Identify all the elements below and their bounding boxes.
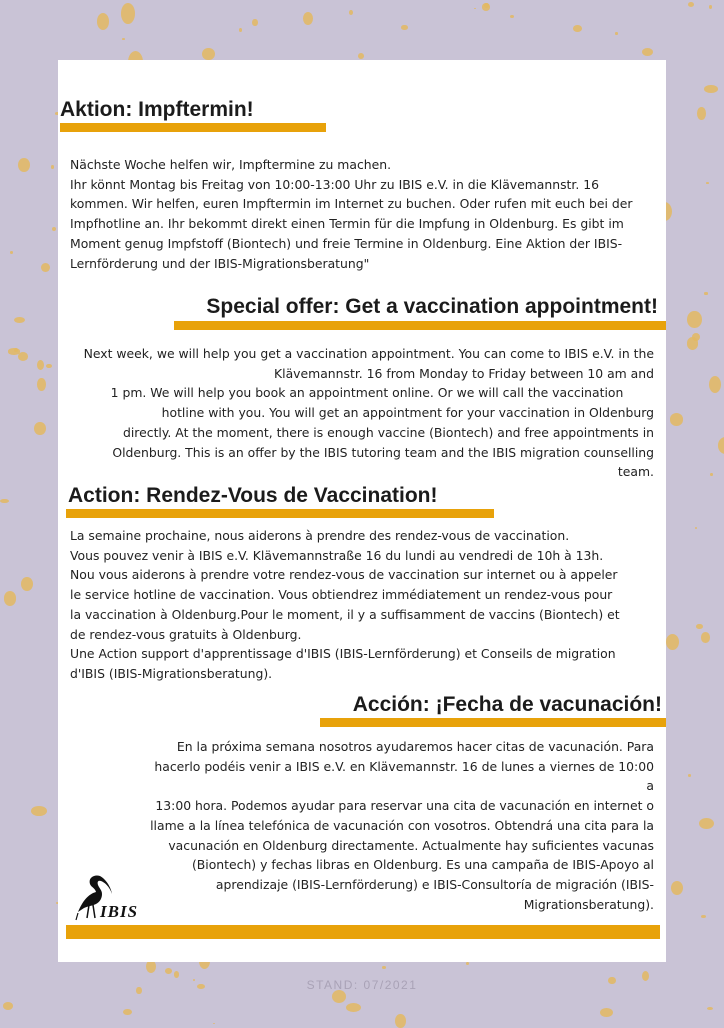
speckle xyxy=(332,990,346,1003)
speckle xyxy=(18,352,28,360)
paragraph-german xyxy=(70,155,660,273)
speckle xyxy=(699,818,714,829)
speckle xyxy=(303,12,313,25)
speckle xyxy=(615,32,617,35)
speckle xyxy=(0,499,8,503)
speckle xyxy=(165,968,172,974)
text-line: aprendizaje (IBIS-Lernförderung) e IBIS-Consultoría de migración (IBIS- xyxy=(215,876,654,892)
speckle xyxy=(718,437,724,454)
text-line: Lernförderung und der IBIS-Migrationsberatung" xyxy=(70,255,370,271)
heading-underline-french xyxy=(66,509,494,518)
speckle xyxy=(687,337,699,350)
speckle xyxy=(349,10,353,16)
footer-accent-bar xyxy=(66,925,660,939)
speckle xyxy=(18,158,30,172)
speckle xyxy=(51,165,54,169)
speckle xyxy=(706,182,710,184)
speckle xyxy=(696,624,703,630)
speckle xyxy=(37,360,44,370)
text-line: directly. At the moment, there is enough vaccine (Biontech) and free appointments in xyxy=(123,424,654,440)
text-line: (Biontech) y fechas libras en Oldenburg. Es una campaña de IBIS-Apoyo al xyxy=(191,857,654,873)
speckle xyxy=(697,107,706,119)
heading-english: Special offer: Get a vaccination appointment! xyxy=(206,295,658,318)
heading-underline-german xyxy=(60,123,326,132)
speckle xyxy=(510,15,514,18)
paragraph-french xyxy=(70,526,660,684)
speckle xyxy=(46,364,51,368)
paragraph-spanish xyxy=(150,737,654,914)
text-line: Vous pouvez venir à IBIS e.V. Klävemannstraße 16 du lundi au vendredi de 10h à 13h. xyxy=(70,547,604,563)
text-line: Migrationsberatung). xyxy=(523,896,654,912)
speckle xyxy=(21,577,33,591)
text-line: 1 pm. We will help you book an appointment online. Or we will call the vaccination xyxy=(110,385,624,401)
speckle xyxy=(474,8,476,10)
text-line: hacerlo podéis venir a IBIS e.V. en Klävemannstr. 16 de lunes a viernes de 10:00 a xyxy=(154,758,654,794)
speckle xyxy=(701,915,706,919)
speckle xyxy=(687,311,701,328)
text-line: 13:00 hora. Podemos ayudar para reservar una cita de vacunación en internet o xyxy=(155,798,654,814)
text-line: Impfhotline an. Ihr bekommt direkt einen Termin für die Impfung in Oldenburg. Es gibt im xyxy=(70,216,624,232)
speckle xyxy=(642,48,653,56)
speckle xyxy=(573,25,582,32)
speckle xyxy=(688,2,694,7)
speckle xyxy=(709,5,712,9)
speckle xyxy=(688,774,691,777)
text-line: Next week, we will help you get a vaccination appointment. You can come to IBIS e.V. in the xyxy=(83,346,654,361)
speckle xyxy=(252,19,258,27)
text-line: d'IBIS (IBIS-Migrationsberatung). xyxy=(70,665,273,681)
speckle xyxy=(34,422,46,435)
text-line: llame a la línea telefónica de vacunación con vosotros. Obtendrá una cita para la xyxy=(150,817,654,833)
speckle xyxy=(346,1003,361,1012)
text-line: vacunación en Oldenburg directamente. Actualmente hay suficientes vacunas xyxy=(168,837,654,853)
ibis-logo xyxy=(74,872,148,924)
text-line: Klävemannstr. 16 from Monday to Friday between 10 am and xyxy=(274,365,654,381)
speckle xyxy=(695,527,697,529)
speckle xyxy=(10,251,14,254)
speckle xyxy=(701,632,710,643)
speckle xyxy=(358,53,364,59)
text-line: Nou vous aiderons à prendre votre rendez-vous de vaccination sur internet ou à appeler xyxy=(70,567,618,583)
speckle xyxy=(41,263,50,272)
text-line: le service hotline de vaccination. Vous obtiendrez immédiatement un rendez-vous pour xyxy=(70,587,613,603)
text-line: Une Action support d'apprentissage d'IBIS (IBIS-Lernförderung) et Conseils de migration xyxy=(70,646,616,662)
heading-spanish: Acción: ¡Fecha de vacunación! xyxy=(352,693,662,716)
text-line: de rendez-vous gratuits à Oldenburg. xyxy=(70,626,302,642)
speckle xyxy=(31,806,47,816)
speckle xyxy=(600,1008,613,1017)
logo-text: IBIS xyxy=(100,902,139,921)
stand-date: STAND: 07/2021 xyxy=(306,978,418,992)
text-line: la vaccination à Oldenburg.Pour le moment, il y a suffisamment de vaccins (Biontech) et xyxy=(70,606,620,622)
text-line: hotline with you. You will get an appointment for your vaccination in Oldenburg xyxy=(161,405,654,421)
speckle xyxy=(671,881,683,895)
speckle xyxy=(704,85,718,93)
speckle xyxy=(710,473,712,476)
heading-german: Aktion: Impftermin! xyxy=(60,98,254,121)
speckle xyxy=(122,38,125,40)
text-line: En la próxima semana nosotros ayudaremos hacer citas de vacunación. Para xyxy=(176,739,654,754)
speckle xyxy=(466,962,469,966)
heading-underline-spanish xyxy=(320,718,666,727)
heading-french: Action: Rendez-Vous de Vaccination! xyxy=(68,484,438,507)
speckle xyxy=(382,966,385,969)
speckle xyxy=(97,13,109,30)
text-line: La semaine prochaine, nous aiderons à prendre des rendez-vous de vaccination. xyxy=(70,528,570,543)
text-line: Nächste Woche helfen wir, Impftermine zu machen. xyxy=(70,157,392,172)
text-line: team. xyxy=(617,464,654,480)
speckle xyxy=(395,1014,406,1028)
speckle xyxy=(709,376,721,393)
speckle xyxy=(666,634,679,650)
speckle xyxy=(707,1007,713,1010)
speckle xyxy=(401,25,408,31)
speckle xyxy=(37,378,46,391)
text-line: Moment genug Impfstoff (Biontech) und freie Termine in Oldenburg. Eine Aktion der IBIS- xyxy=(70,235,623,251)
speckle xyxy=(123,1009,131,1015)
paragraph-english xyxy=(80,344,654,482)
speckle xyxy=(3,1002,14,1010)
heading-underline-english xyxy=(174,321,666,330)
speckle xyxy=(239,28,242,32)
speckle xyxy=(482,3,491,11)
speckle xyxy=(121,3,135,24)
text-line: Oldenburg. This is an offer by the IBIS tutoring team and the IBIS migration counselling xyxy=(112,444,654,460)
speckle xyxy=(670,413,684,425)
speckle xyxy=(704,292,708,294)
speckle xyxy=(4,591,17,606)
text-line: Ihr könnt Montag bis Freitag von 10:00-13:00 Uhr zu IBIS e.V. in die Klävemannstr. 16 xyxy=(70,176,600,192)
speckle xyxy=(14,317,25,323)
speckle xyxy=(202,48,215,61)
text-line: kommen. Wir helfen, euren Impftermin im Internet zu buchen. Oder rufen mit euch bei der xyxy=(70,196,633,212)
speckle xyxy=(52,227,56,231)
